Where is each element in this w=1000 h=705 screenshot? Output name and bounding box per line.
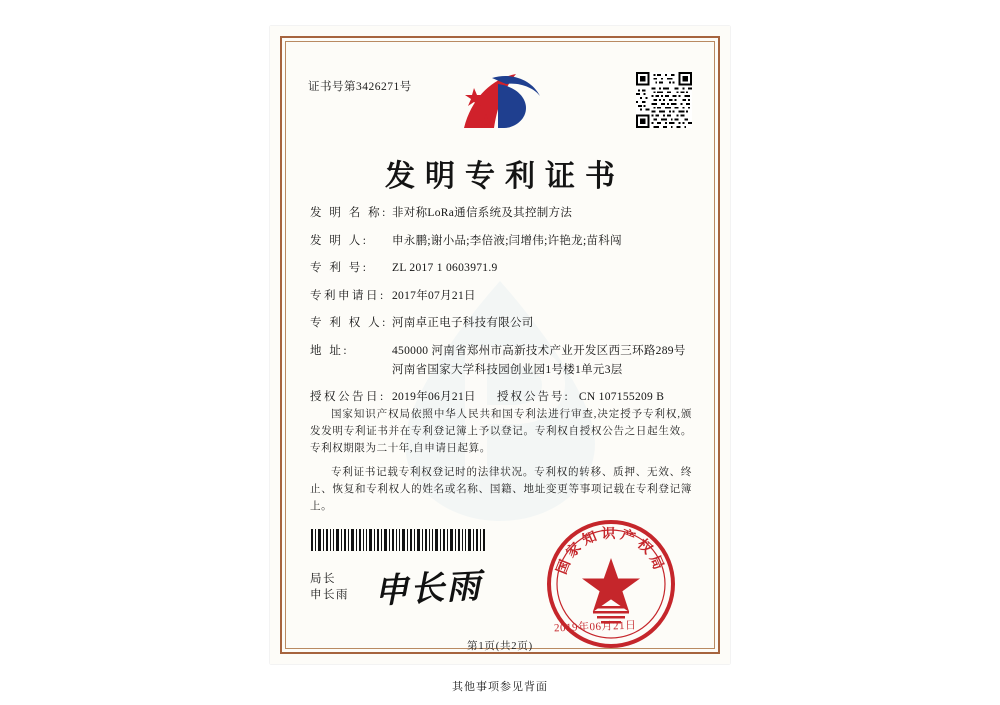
- field-invention-name: [310, 206, 692, 221]
- field-value: 申永鹏;谢小品;李倍液;闫增伟;许艳龙;苗科闯: [392, 234, 622, 247]
- field-value: [392, 344, 692, 378]
- certificate-number: 证书号第3426271号: [308, 81, 412, 93]
- director-name: 申长雨: [310, 589, 349, 601]
- field-label: 地 址:: [310, 344, 350, 357]
- field-label: 专利申请日:: [310, 289, 386, 302]
- field-value: 非对称LoRa通信系统及其控制方法: [392, 207, 573, 219]
- director-label: [310, 571, 349, 603]
- paragraph-2: 专利证书记载专利权登记时的法律状况。专利权的转移、质押、无效、终止、恢复和专利权人的姓名或名称、国籍、地址变更等事项记载在专利登记簿上。: [310, 467, 692, 512]
- field-value: ZL 2017 1 0603971.9: [392, 262, 498, 274]
- certificate-fields: [310, 206, 692, 418]
- qr-code: [636, 72, 692, 128]
- outside-note: 其他事项参见背面: [452, 681, 548, 693]
- grant-date-value: 2019年06月21日: [392, 391, 476, 403]
- field-label: 发 明 名 称:: [310, 207, 388, 219]
- field-address: [310, 344, 692, 378]
- field-application-date: [310, 289, 692, 304]
- address-line-2: 河南省国家大学科技园创业园1号楼1单元3层: [392, 363, 623, 376]
- legal-paragraphs: [310, 406, 692, 522]
- field-patentee: [310, 316, 692, 331]
- barcode: [310, 529, 485, 551]
- page-number: 第1页(共2页): [467, 641, 533, 652]
- field-label: 专 利 号:: [310, 262, 369, 274]
- field-value: 2017年07月21日: [392, 289, 476, 302]
- address-line-1: 450000 河南省郑州市高新技术产业开发区西三环路289号: [392, 344, 686, 357]
- field-grant-announcement: [310, 390, 692, 405]
- grant-number-label: 授权公告号:: [497, 391, 570, 403]
- grant-number-value: CN 107155209 B: [578, 391, 665, 403]
- field-label: 专 利 权 人:: [310, 317, 388, 329]
- field-label: 授权公告日:: [310, 391, 386, 403]
- page-title: 发明专利证书: [385, 159, 625, 194]
- field-inventors: [310, 234, 692, 249]
- paragraph-1: 国家知识产权局依照中华人民共和国专利法进行审查,决定授予专利权,颁发发明专利证书并在专利登记簿上予以登记。专利权自授权公告之日起生效。专利权期限为二十年,自申请日起算。: [310, 409, 692, 454]
- patent-office-emblem-icon: [454, 68, 546, 136]
- patent-certificate-page: [270, 26, 730, 664]
- seal-date: 2019年06月21日: [553, 619, 637, 635]
- svg-text:国家知识产权局: 国家知识产权局: [553, 525, 668, 577]
- director-title: 局长: [310, 573, 336, 585]
- field-value: [392, 390, 692, 405]
- director-handwritten-signature: 申长雨: [373, 566, 484, 612]
- field-label: 发 明 人:: [310, 234, 369, 247]
- field-value: 河南卓正电子科技有限公司: [392, 317, 534, 329]
- field-patent-number: [310, 261, 692, 276]
